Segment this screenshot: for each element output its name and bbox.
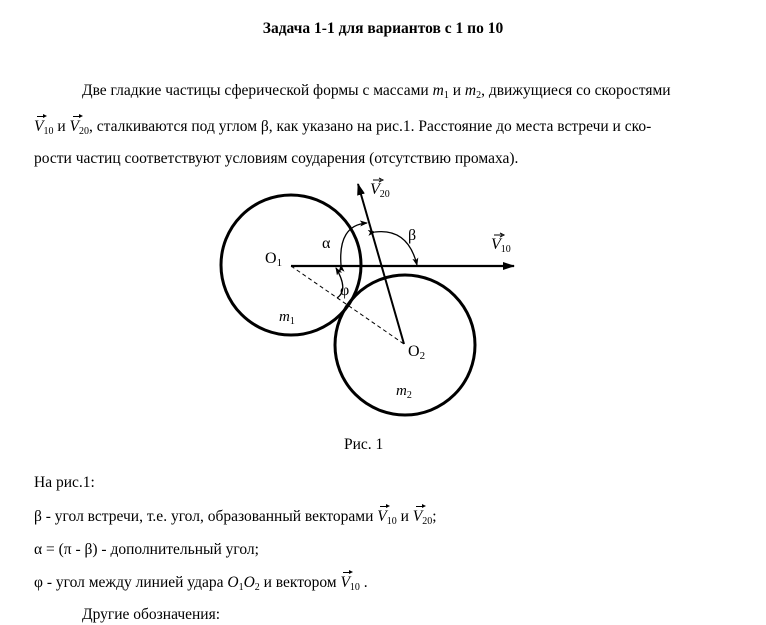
svg-text:m1: $m_1$ [279,309,295,327]
svg-text:φ: φ [340,282,350,299]
v20-vector [358,184,404,344]
task-title: Задача 1-1 для вариантов с 1 по 10 [262,20,504,37]
svg-text:V10: V10 [491,236,511,255]
figure-caption: Рис. 1 [344,436,384,453]
svg-text:O1: O1 [265,250,283,269]
alpha-arc [341,223,367,265]
svg-text:m2: $m_2$ [396,383,412,401]
defs-heading: На рис.1: [34,474,95,491]
other-notations: Другие обозначения: [82,606,221,623]
svg-text:O2: O2 [408,343,426,362]
def-beta: β - угол встречи, т.е. угол, образованный векторами $V_{10}$ и $V_{20}$; [34,508,437,527]
def-phi: φ - угол между линией удара $O_1O_2$ и вектором $V_{10}$ . [34,574,368,593]
para-line-2: $V_{10}$ и $V_{20}$, сталкиваются под углом β, как указано на рис.1. Расстояние до места встречи и ско- [34,118,652,137]
def-alpha: α = (π - β) - дополнительный угол; [34,541,259,558]
para-line-3: рости частиц соответствуют условиям соударения (отсутствию промаха). [34,150,519,167]
svg-text:α: α [322,235,331,252]
para-line-1: Две гладкие частицы сферической формы с массами $m_1$ и $m_2$, движущиеся со скоростями [82,82,671,101]
svg-text:β: β [408,227,417,244]
svg-text:V20: V20 [370,181,390,200]
